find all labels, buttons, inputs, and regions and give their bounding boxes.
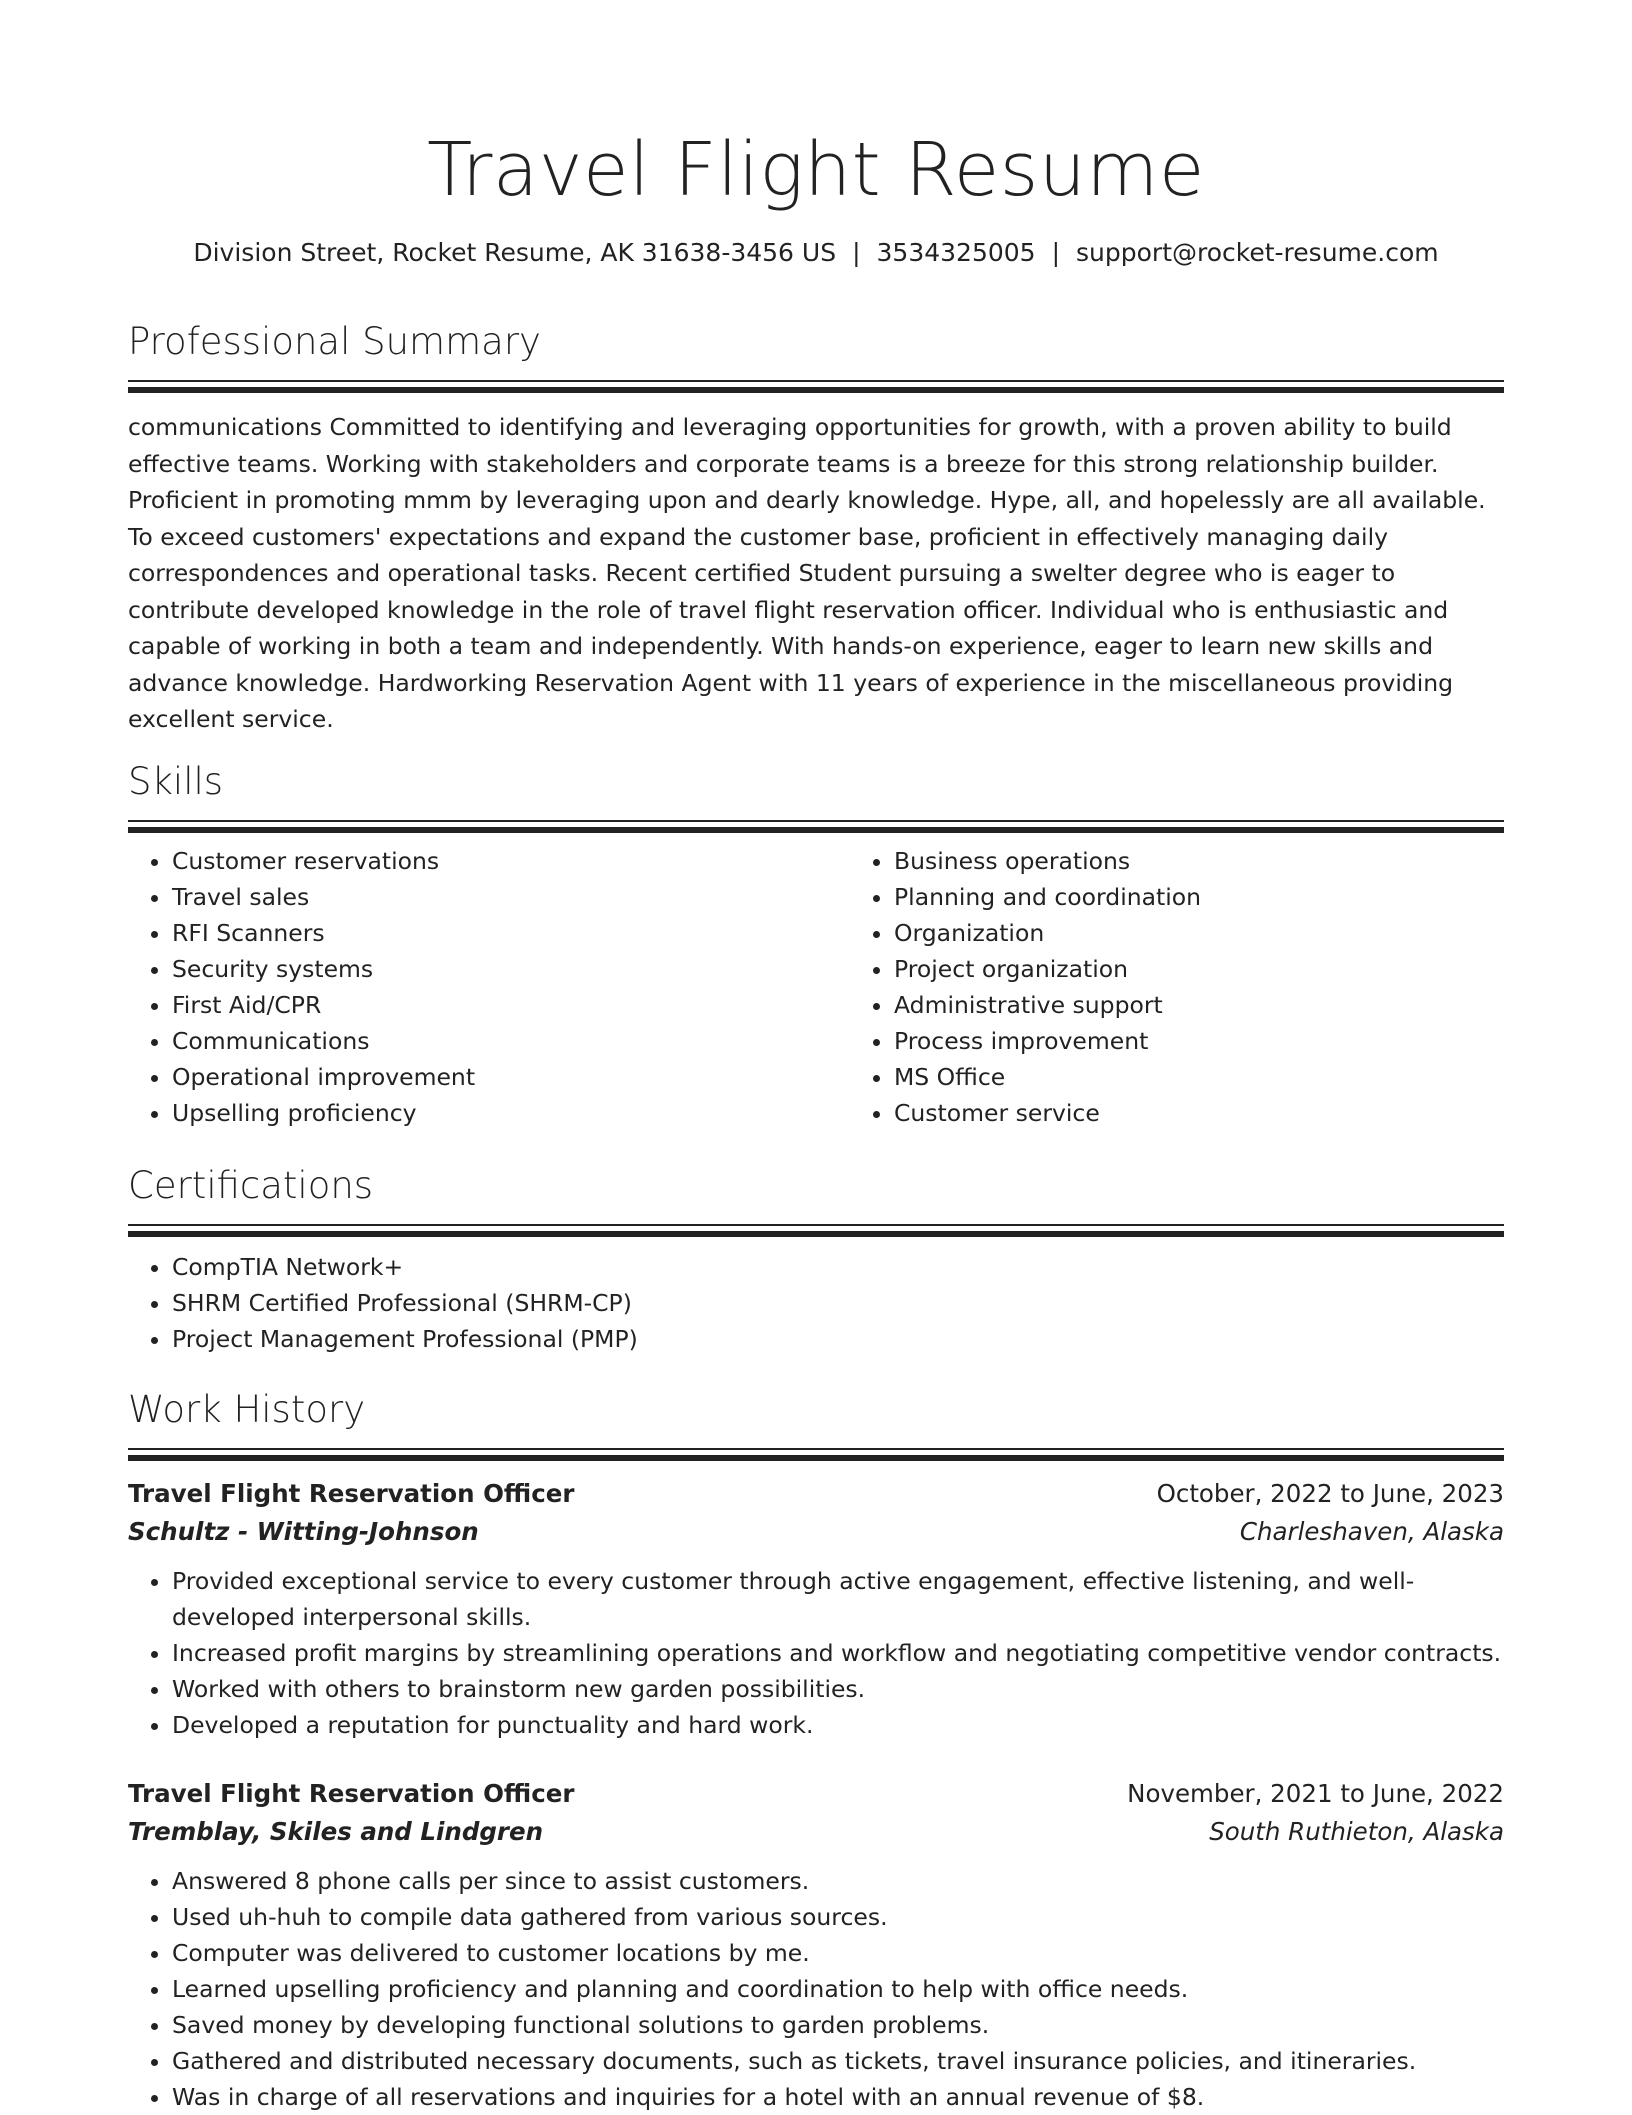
certification-item: • Project Management Professional (PMP) bbox=[172, 1321, 1504, 1357]
job-title: Travel Flight Reservation Officer bbox=[128, 1479, 575, 1508]
section-title-work: Work History bbox=[128, 1388, 366, 1431]
contact-address: Division Street, Rocket Resume, AK 31638-3456 US bbox=[193, 238, 837, 267]
job-bullet: • Computer was delivered to customer locations by me. bbox=[172, 1935, 1504, 1971]
section-divider bbox=[128, 1448, 1504, 1461]
job-bullet: • Provided exceptional service to every customer through active engagement, effective listening, and well-developed interpersonal skills. bbox=[172, 1563, 1504, 1635]
job-dates: October, 2022 to June, 2023 bbox=[1156, 1479, 1504, 1508]
resume-name: Travel Flight Resume bbox=[427, 127, 1205, 213]
job-bullet: • Answered 8 phone calls per since to assist customers. bbox=[172, 1863, 1504, 1899]
job-dates: November, 2021 to June, 2022 bbox=[1127, 1779, 1504, 1808]
skill-item: • First Aid/CPR bbox=[172, 987, 850, 1023]
job-location: Charleshaven, Alaska bbox=[1239, 1517, 1504, 1546]
job-bullet: • Gathered and distributed necessary documents, such as tickets, travel insurance policies, and itineraries. bbox=[172, 2043, 1504, 2079]
job-entry bbox=[128, 1775, 1504, 2115]
job-title: Travel Flight Reservation Officer bbox=[128, 1779, 575, 1808]
certification-item: • CompTIA Network+ bbox=[172, 1249, 1504, 1285]
work-section bbox=[128, 1386, 1504, 2115]
section-title-skills: Skills bbox=[128, 760, 224, 803]
job-bullet: • Was in charge of all reservations and inquiries for a hotel with an annual revenue of $8. bbox=[172, 2079, 1504, 2115]
skill-item: • Communications bbox=[172, 1023, 850, 1059]
contact-email: support@rocket-resume.com bbox=[1076, 238, 1439, 267]
skills-list-left bbox=[128, 843, 850, 1131]
section-title-summary: Professional Summary bbox=[128, 320, 541, 363]
skill-item: • Process improvement bbox=[894, 1023, 1572, 1059]
job-location: South Ruthieton, Alaska bbox=[1209, 1817, 1504, 1846]
contact-separator: | bbox=[852, 238, 861, 267]
certifications-section bbox=[128, 1162, 1504, 1357]
job-subheader bbox=[128, 1513, 1504, 1551]
job-bullet: • Saved money by developing functional solutions to garden problems. bbox=[172, 2007, 1504, 2043]
skills-columns bbox=[128, 843, 1504, 1131]
job-bullet: • Developed a reputation for punctuality and hard work. bbox=[172, 1707, 1504, 1743]
job-bullets bbox=[128, 1863, 1504, 2115]
section-divider bbox=[128, 1224, 1504, 1237]
contact-phone: 3534325005 bbox=[876, 238, 1036, 267]
contact-separator: | bbox=[1051, 238, 1061, 267]
skill-item: • Travel sales bbox=[172, 879, 850, 915]
skill-item: • Upselling proficiency bbox=[172, 1095, 850, 1131]
job-bullets bbox=[128, 1563, 1504, 1743]
contact-line bbox=[128, 236, 1504, 270]
certifications-list bbox=[128, 1249, 1504, 1357]
job-subheader bbox=[128, 1813, 1504, 1851]
job-header bbox=[128, 1775, 1504, 1813]
job-bullet: • Used uh-huh to compile data gathered from various sources. bbox=[172, 1899, 1504, 1935]
resume-page bbox=[128, 0, 1504, 2111]
job-bullet: • Learned upselling proficiency and planning and coordination to help with office needs. bbox=[172, 1971, 1504, 2007]
skill-item: • Administrative support bbox=[894, 987, 1572, 1023]
job-entry bbox=[128, 1475, 1504, 1743]
summary-section bbox=[128, 318, 1504, 738]
job-header bbox=[128, 1475, 1504, 1513]
skill-item: • Security systems bbox=[172, 951, 850, 987]
skill-item: • RFI Scanners bbox=[172, 915, 850, 951]
skill-item: • Customer reservations bbox=[172, 843, 850, 879]
job-company: Tremblay, Skiles and Lindgren bbox=[128, 1817, 544, 1846]
section-divider bbox=[128, 380, 1504, 393]
section-title-certifications: Certifications bbox=[128, 1164, 374, 1207]
skill-item: • Planning and coordination bbox=[894, 879, 1572, 915]
skill-item: • Operational improvement bbox=[172, 1059, 850, 1095]
skill-item: • MS Office bbox=[894, 1059, 1572, 1095]
certification-item: • SHRM Certified Professional (SHRM-CP) bbox=[172, 1285, 1504, 1321]
section-divider bbox=[128, 820, 1504, 833]
skill-item: • Customer service bbox=[894, 1095, 1572, 1131]
skill-item: • Project organization bbox=[894, 951, 1572, 987]
summary-text: communications Committed to identifying and leveraging opportunities for growth, with a proven ability to build effective teams. Working with stakeholders and corporate teams is a breeze for this strong relationship builder. Proficient in promoting mmm by leveraging upon and dearly knowledge. Hype, all, and hopelessly are all available. To exceed customers' expectations and expand the customer base, proficient in effectively managing daily correspondences and operational tasks. Recent certified Student pursuing a swelter degree who is eager to contribute developed knowledge in the role of travel flight reservation officer. Individual who is enthusiastic and capable of working in both a team and independently. With hands-on experience, eager to learn new skills and advance knowledge. Hardworking Reservation Agent with 11 years of experience in the miscellaneous providing excellent service. bbox=[128, 413, 1486, 733]
skill-item: • Organization bbox=[894, 915, 1572, 951]
skill-item: • Business operations bbox=[894, 843, 1572, 879]
skills-section bbox=[128, 758, 1504, 1131]
job-bullet: • Increased profit margins by streamlining operations and workflow and negotiating competitive vendor contracts. bbox=[172, 1635, 1504, 1671]
job-company: Schultz - Witting-Johnson bbox=[128, 1517, 479, 1546]
job-bullet: • Worked with others to brainstorm new garden possibilities. bbox=[172, 1671, 1504, 1707]
skills-list-right bbox=[850, 843, 1572, 1131]
